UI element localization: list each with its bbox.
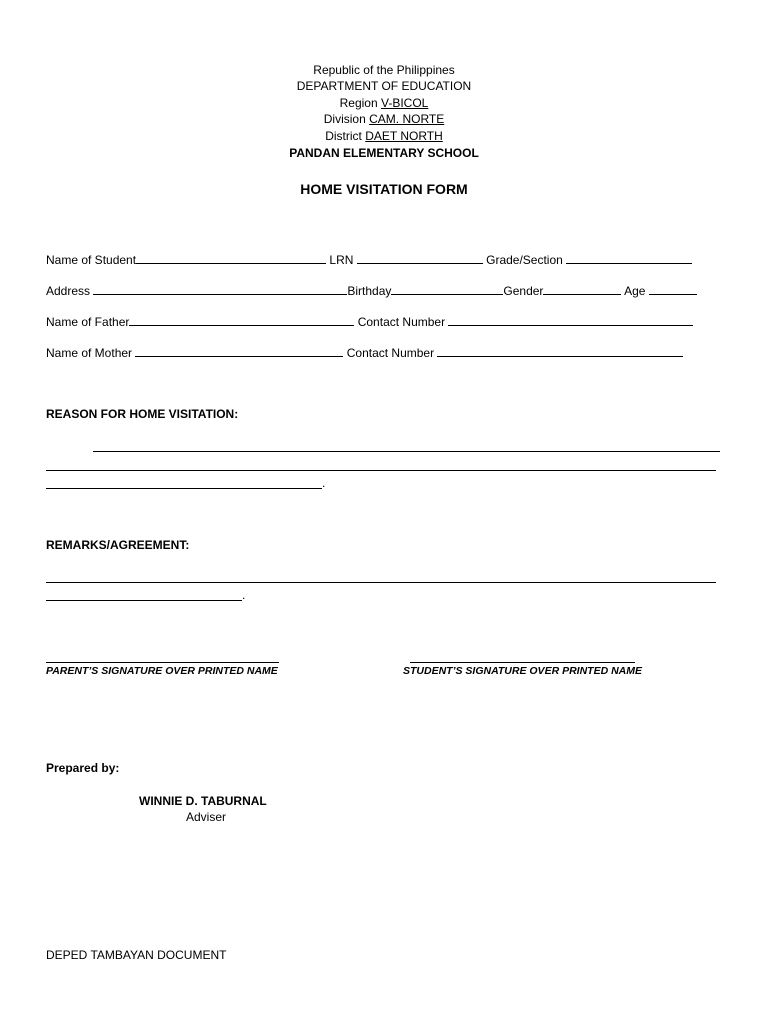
parent-signature-line[interactable] bbox=[46, 662, 279, 663]
parent-signature-caption: PARENT’S SIGNATURE OVER PRINTED NAME bbox=[46, 665, 278, 677]
address-row bbox=[46, 283, 697, 299]
gender-field[interactable] bbox=[543, 283, 621, 295]
address-field[interactable] bbox=[93, 283, 347, 295]
division-label: Division bbox=[323, 112, 366, 126]
gender-label: Gender bbox=[503, 284, 544, 298]
father-name-field[interactable] bbox=[129, 314, 354, 326]
remarks-line-1[interactable] bbox=[46, 582, 716, 583]
father-name-label: Name of Father bbox=[46, 315, 130, 329]
mother-name-field[interactable] bbox=[135, 345, 343, 357]
lrn-field[interactable] bbox=[357, 252, 483, 264]
district-value: DAET NORTH bbox=[365, 129, 443, 143]
remarks-heading: REMARKS/AGREEMENT: bbox=[46, 538, 190, 552]
reason-heading: REASON FOR HOME VISITATION: bbox=[46, 407, 239, 421]
mother-name-label: Name of Mother bbox=[46, 346, 133, 360]
age-label: Age bbox=[624, 284, 646, 298]
student-signature-line[interactable] bbox=[410, 662, 635, 663]
preparer-name: WINNIE D. TABURNAL bbox=[139, 794, 267, 808]
student-signature-caption: STUDENT’S SIGNATURE OVER PRINTED NAME bbox=[403, 665, 642, 677]
preparer-role: Adviser bbox=[186, 810, 227, 824]
father-contact-label: Contact Number bbox=[357, 315, 446, 329]
footer-text: DEPED TAMBAYAN DOCUMENT bbox=[46, 948, 227, 962]
mother-row bbox=[46, 345, 683, 361]
division-line bbox=[0, 111, 768, 127]
region-value: V-BICOL bbox=[381, 96, 429, 110]
mother-contact-label: Contact Number bbox=[346, 346, 435, 360]
student-name-field[interactable] bbox=[136, 252, 326, 264]
reason-line-2[interactable] bbox=[46, 470, 716, 471]
address-label: Address bbox=[46, 284, 91, 298]
birthday-field[interactable] bbox=[391, 283, 503, 295]
reason-period: . bbox=[322, 476, 326, 490]
region-label: Region bbox=[339, 96, 378, 110]
father-contact-field[interactable] bbox=[448, 314, 693, 326]
district-line bbox=[0, 128, 768, 144]
remarks-period: . bbox=[242, 588, 246, 602]
division-value: CAM. NORTE bbox=[369, 112, 445, 126]
father-row bbox=[46, 314, 693, 330]
district-label: District bbox=[325, 129, 362, 143]
age-field[interactable] bbox=[649, 283, 697, 295]
student-name-label: Name of Student bbox=[46, 253, 137, 267]
grade-section-label: Grade/Section bbox=[486, 253, 563, 267]
mother-contact-field[interactable] bbox=[437, 345, 683, 357]
region-line bbox=[0, 95, 768, 111]
reason-line-1[interactable] bbox=[93, 451, 720, 452]
prepared-by-label: Prepared by: bbox=[46, 761, 120, 775]
remarks-line-2[interactable] bbox=[46, 600, 242, 601]
reason-line-3[interactable] bbox=[46, 488, 322, 489]
grade-section-field[interactable] bbox=[566, 252, 692, 264]
birthday-label: Birthday bbox=[347, 284, 392, 298]
student-info-row bbox=[46, 252, 692, 268]
republic-line: Republic of the Philippines bbox=[313, 63, 455, 77]
department-line: DEPARTMENT OF EDUCATION bbox=[296, 79, 472, 93]
lrn-label: LRN bbox=[329, 253, 354, 267]
form-title: HOME VISITATION FORM bbox=[300, 181, 468, 197]
school-name: PANDAN ELEMENTARY SCHOOL bbox=[289, 146, 479, 160]
